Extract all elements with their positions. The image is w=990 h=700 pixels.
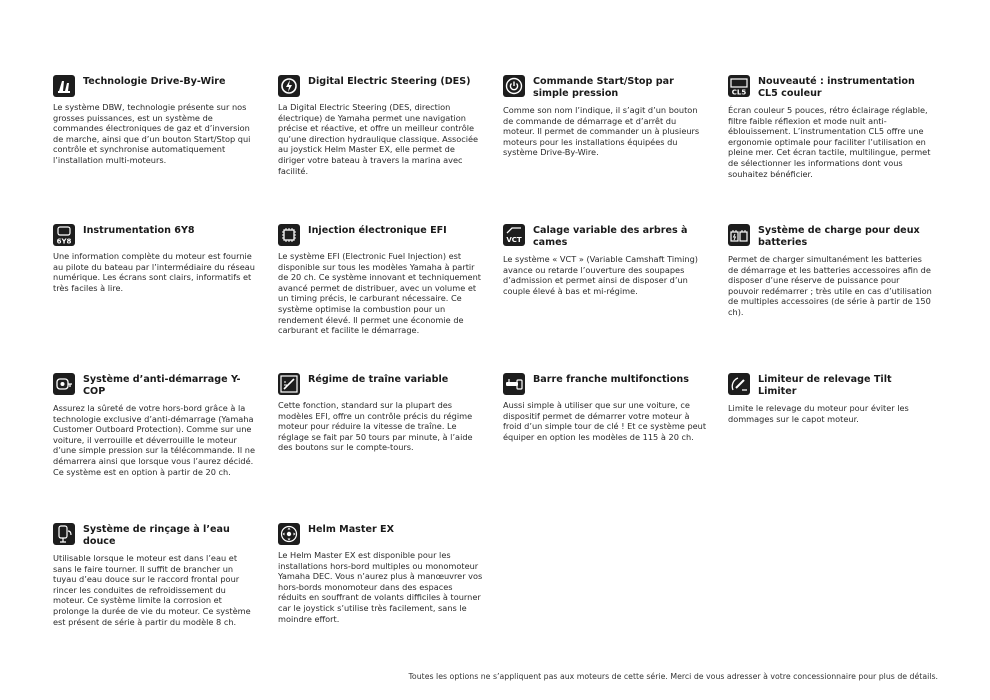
feature-tilt-limiter xyxy=(728,373,933,424)
feature-cl5 xyxy=(728,75,933,179)
power-button-icon xyxy=(503,75,525,97)
feature-description: La Digital Electric Steering (DES, direction électrique) de Yamaha permet une navigation précise et réactive, et offre un meilleur contrôle qu’une direction hydraulique classique. Associée au joystick Helm Master EX, elle permet de diriger votre bateau à travers la marina avec facilité. xyxy=(278,102,479,176)
feature-description: Comme son nom l’indique, il s’agit d’un bouton de commande de démarrage et d’arrêt du moteur. Il permet de commander un à plusieurs moteurs pour les installations équipées du système Drive-By-Wire. xyxy=(503,105,700,158)
feature-helm-master-ex xyxy=(278,523,483,624)
feature-title: Injection électronique EFI xyxy=(308,225,447,236)
feature-title: Barre franche multifonctions xyxy=(533,374,689,385)
feature-des xyxy=(278,75,483,176)
injection-chip-icon xyxy=(278,224,300,246)
trolling-gauge-icon xyxy=(278,373,300,395)
feature-title: Helm Master EX xyxy=(308,524,395,535)
feature-title: Technologie Drive-By-Wire xyxy=(83,76,226,87)
feature-variable-trolling xyxy=(278,373,483,453)
feature-vct xyxy=(503,224,708,296)
footer-disclaimer: Toutes les options ne s’appliquent pas aux moteurs de cette série. Merci de vous adresser à votre concessionnaire pour plus de détails. xyxy=(408,672,938,681)
svg-text:CL5: CL5 xyxy=(731,88,747,97)
freshwater-flush-icon xyxy=(53,523,75,545)
tilt-limiter-icon xyxy=(728,373,750,395)
feature-description: Le système EFI (Electronic Fuel Injection) est disponible sur tous les modèles Yamaha à partir de 20 ch. Ce système innovant et techniquement avancé permet de distribuer, avec un volume et un timing précis, le carburant nécessaire. Ce système optimise la combustion pour un rendement élevé. Il permet une économie de carburant et facilite le démarrage. xyxy=(278,251,481,336)
vct-icon xyxy=(503,224,525,246)
feature-description: Assurez la sûreté de votre hors-bord grâce à la technologie exclusive d’anti-démarrage (Yamaha Customer Outboard Protection). Comme sur une voiture, il verrouille et déverrouille le moteur d’une simple pression sur la télécommande. Il ne démarrera ainsi que lorsque vous l’aurez décidé. Ce système est en option à partir de 20 ch. xyxy=(53,403,255,477)
steering-lever-icon xyxy=(53,75,75,97)
feature-description: Aussi simple à utiliser que sur une voiture, ce dispositif permet de démarrer votre moteur à froid d’un simple tour de clé ! Et ce système peut équiper en option les modèles de 115 à 20 ch. xyxy=(503,400,707,442)
feature-start-stop xyxy=(503,75,708,158)
feature-description: Le Helm Master EX est disponible pour les installations hors-bord multiples ou monomoteur Yamaha DEC. Vous n’aurez plus à manœuvrer vos hors-bords monomoteur dans des espaces réduits en souffrant de volants difficiles à tourner car le joystick s’utilise très facilement, sans le moindre effort. xyxy=(278,550,483,624)
svg-text:VCT: VCT xyxy=(506,236,522,244)
feature-efi xyxy=(278,224,483,336)
feature-title: Digital Electric Steering (DES) xyxy=(308,76,471,87)
feature-dual-battery-charge xyxy=(728,224,933,318)
feature-title: Instrumentation 6Y8 xyxy=(83,225,195,236)
feature-title: Calage variable des arbres à cames xyxy=(533,225,688,248)
feature-description: Écran couleur 5 pouces, rétro éclairage réglable, filtre faible réflexion et mode nuit anti- éblouissement. L’instrumentation CL5 offre une ergonomie optimale pour faciliter l’utilisation en pleine mer. Cet écran tactile, multilingue, permet de sélectionner les informations dont vous souhaitez bénéficier. xyxy=(728,105,931,179)
anti-theft-remote-icon xyxy=(53,373,75,395)
feature-description: Limite le relevage du moteur pour éviter les dommages sur le capot moteur. xyxy=(728,403,909,424)
battery-charge-icon xyxy=(728,224,750,246)
feature-multifunction-tiller xyxy=(503,373,708,442)
joystick-icon xyxy=(278,523,300,545)
electric-steering-icon xyxy=(278,75,300,97)
feature-title: Nouveauté : instrumentation CL5 couleur xyxy=(758,76,915,99)
feature-title: Système de rinçage à l’eau douce xyxy=(83,524,230,547)
feature-title: Système de charge pour deux batteries xyxy=(758,225,920,248)
feature-description: Le système « VCT » (Variable Camshaft Timing) avance ou retarde l’ouverture des soupapes d’admission et permet ainsi de disposer d’un couple élevé à bas et mi-régime. xyxy=(503,254,698,296)
feature-6y8 xyxy=(53,224,258,293)
feature-description: Le système DBW, technologie présente sur nos grosses puissances, est un système de commandes électroniques de gaz et d’inversion de marche, ainsi que d’un bouton Start/Stop qui contrôle et synchronise automatiquement l’installation multi-moteurs. xyxy=(53,102,251,165)
feature-title: Système d’anti-démarrage Y-COP xyxy=(83,374,241,397)
feature-description: Cette fonction, standard sur la plupart des modèles EFI, offre un contrôle précis du régime moteur pour réduire la vitesse de traîne. Le réglage se fait par 50 tours par minute, à l’aide des boutons sur le compte-tours. xyxy=(278,400,473,453)
cl5-display-icon xyxy=(728,75,750,97)
feature-title: Commande Start/Stop par simple pression xyxy=(533,76,674,99)
feature-title: Limiteur de relevage Tilt Limiter xyxy=(758,374,892,397)
svg-text:6Y8: 6Y8 xyxy=(56,237,72,246)
tiller-handle-icon xyxy=(503,373,525,395)
feature-description: Permet de charger simultanément les batteries de démarrage et les batteries accessoires afin de disposer d’une réserve de puissance pour pouvoir redémarrer ; très utile en cas d’utilisation de multiples accessoires (de série à partir de 150 ch). xyxy=(728,254,932,317)
feature-title: Régime de traîne variable xyxy=(308,374,449,385)
feature-drive-by-wire xyxy=(53,75,258,166)
feature-description: Une information complète du moteur est fournie au pilote du bateau par l’intermédiaire du réseau numérique. Les écrans sont clairs, informatifs et très faciles à lire. xyxy=(53,251,255,293)
feature-description: Utilisable lorsque le moteur est dans l’eau et sans le faire tourner. Il suffit de brancher un tuyau d’eau douce sur le raccord frontal pour rincer les conduites de refroidissement du moteur. Ce système limite la corrosion et prolonge la durée de vie du moteur. Ce système est présent de série à partir du modèle 8 ch. xyxy=(53,553,251,627)
feature-freshwater-flush xyxy=(53,523,258,627)
6y8-gauge-icon xyxy=(53,224,75,246)
feature-y-cop xyxy=(53,373,258,477)
